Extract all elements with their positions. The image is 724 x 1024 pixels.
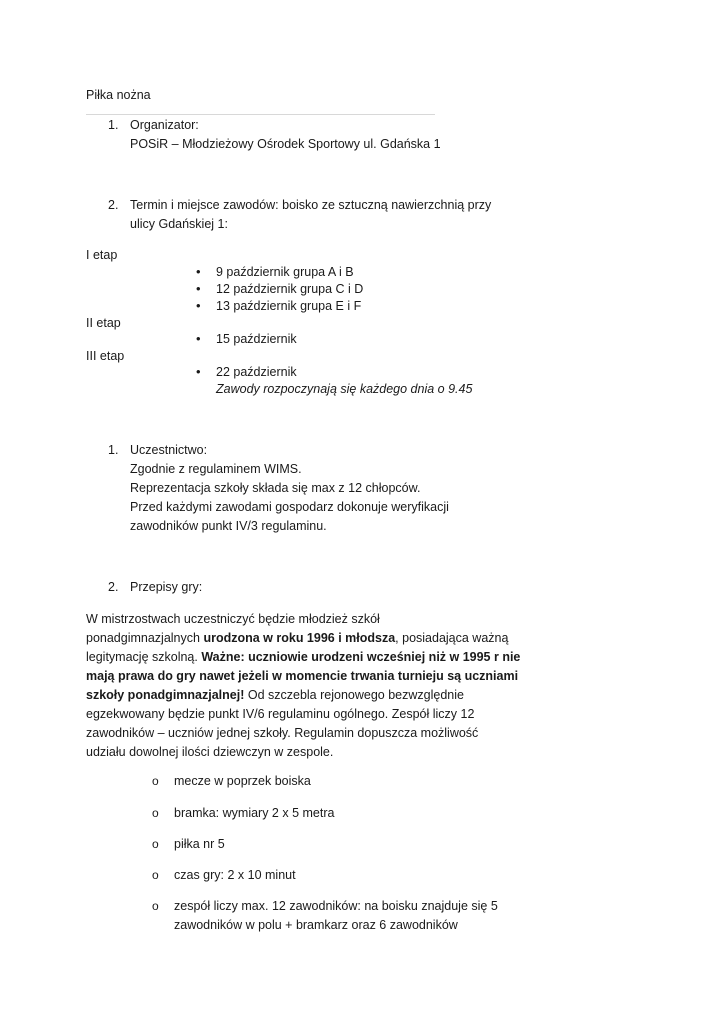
section-3-line-4: zawodników punkt IV/3 regulaminu. xyxy=(130,519,327,533)
paragraph-text: , posiadająca ważną xyxy=(395,631,509,645)
rule-item-3: piłka nr 5 xyxy=(174,837,225,851)
rule-item-5: zespół liczy max. 12 zawodników: na boisku znajduje się 5 xyxy=(174,899,498,913)
stage-1-item-2: 12 październik grupa C i D xyxy=(216,282,364,296)
rule-item-4: czas gry: 2 x 10 minut xyxy=(174,868,296,882)
section-3-line-1: Zgodnie z regulaminem WIMS. xyxy=(130,462,302,476)
bullet-icon: • xyxy=(196,264,201,279)
bullet-icon: • xyxy=(196,298,201,313)
bullet-icon: • xyxy=(196,331,201,346)
circle-bullet-icon: o xyxy=(152,868,159,882)
rule-item-2: bramka: wymiary 2 x 5 metra xyxy=(174,806,335,820)
section-2-line-1: Termin i miejsce zawodów: boisko ze sztuczną nawierzchnią przy xyxy=(130,198,492,212)
circle-bullet-icon: o xyxy=(152,837,159,851)
paragraph-bold-text: Ważne: uczniowie urodzeni wcześniej niż w 1995 r nie xyxy=(201,650,521,664)
section-1-number: 1. xyxy=(108,118,119,132)
section-3-line-2: Reprezentacja szkoły składa się max z 12 chłopców. xyxy=(130,481,421,495)
start-time-note: Zawody rozpoczynają się każdego dnia o 9.45 xyxy=(216,382,473,396)
stage-3-label: III etap xyxy=(86,349,125,363)
paragraph-text: ponadgimnazjalnych xyxy=(86,631,204,645)
rule-item-5-continued: zawodników w polu + bramkarz oraz 6 zawodników xyxy=(174,918,458,932)
section-1-label: Organizator: xyxy=(130,118,199,132)
stage-1-item-1: 9 październik grupa A i B xyxy=(216,265,354,279)
circle-bullet-icon: o xyxy=(152,774,159,788)
paragraph-text: legitymację szkolną. xyxy=(86,650,202,664)
bullet-icon: • xyxy=(196,281,201,296)
paragraph-line: egzekwowany będzie punkt IV/6 regulaminu ogólnego. Zespół liczy 12 xyxy=(86,707,475,721)
paragraph-line: W mistrzostwach uczestniczyć będzie młodzież szkół xyxy=(86,612,380,626)
stage-1-item-3: 13 październik grupa E i F xyxy=(216,299,362,313)
paragraph-line: udziału dowolnej ilości dziewczyn w zespole. xyxy=(86,745,334,759)
section-4-label: Przepisy gry: xyxy=(130,580,203,594)
circle-bullet-icon: o xyxy=(152,899,159,913)
section-3-label: Uczestnictwo: xyxy=(130,443,208,457)
title-divider xyxy=(86,114,435,115)
stage-2-item-1: 15 październik xyxy=(216,332,297,346)
section-1-value: POSiR – Młodzieżowy Ośrodek Sportowy ul. Gdańska 1 xyxy=(130,137,441,151)
section-3-line-3: Przed każdymi zawodami gospodarz dokonuje weryfikacji xyxy=(130,500,449,514)
rule-item-1: mecze w poprzek boiska xyxy=(174,774,311,788)
paragraph-bold-text: szkoły ponadgimnazjalnej! xyxy=(86,688,245,702)
stage-3-item-1: 22 październik xyxy=(216,365,297,379)
bullet-icon: • xyxy=(196,364,201,379)
section-3-number: 1. xyxy=(108,443,119,457)
document-title: Piłka nożna xyxy=(86,88,151,102)
section-4-number: 2. xyxy=(108,580,119,594)
section-2-number: 2. xyxy=(108,198,119,212)
rules-paragraph xyxy=(86,610,521,762)
paragraph-text: Od szczebla rejonowego bezwzględnie xyxy=(244,688,464,702)
paragraph-line: zawodników – uczniów jednej szkoły. Regulamin dopuszcza możliwość xyxy=(86,726,479,740)
paragraph-bold-text: urodzona w roku 1996 i młodsza xyxy=(203,631,396,645)
stage-1-label: I etap xyxy=(86,248,118,262)
paragraph-bold-text: mają prawa do gry nawet jeżeli w momencie trwania turnieju są uczniami xyxy=(86,669,519,683)
circle-bullet-icon: o xyxy=(152,806,159,820)
stage-2-label: II etap xyxy=(86,316,121,330)
section-2-line-2: ulicy Gdańskiej 1: xyxy=(130,217,228,231)
